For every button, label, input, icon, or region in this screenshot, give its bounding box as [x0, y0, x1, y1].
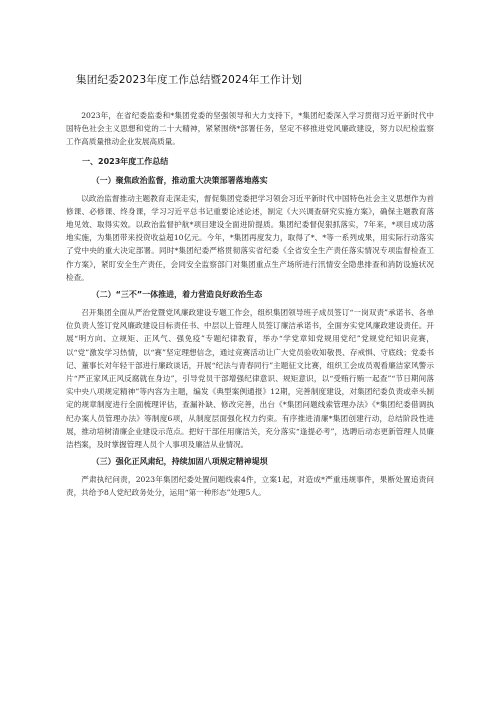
section-three-nots: [66, 288, 434, 451]
section-political-supervision: [66, 174, 434, 284]
intro-paragraph: 2023年，在省纪委监委和*集团党委的坚强领导和大力支持下，*集团纪委深入学习贯彻习近平新时代中国特色社会主义思想和党的二十大精神，紧紧围绕*部署任务，坚定不移推进党风廉政建设，努力以纪检监察工作高质量推动企业发展高质量。: [66, 111, 434, 147]
section-discipline: [66, 455, 434, 499]
section-heading: （一）聚焦政治监督，推动重大决策部署落地落实: [91, 175, 268, 185]
part1-heading: 一、2023年度工作总结: [82, 156, 169, 166]
section-heading: （二）“三不”一体推进，着力营造良好政治生态: [91, 290, 263, 300]
document-title: 集团纪委2023年度工作总结暨2024年工作计划: [76, 74, 303, 86]
section-body: 严肃执纪问责，2023年集团纪委处置问题线索4件，立案1起，对造成*严重违规事件，果断处置追责问责，共给予8人党纪政务处分，运用“第一种形态”处理5人。: [66, 475, 434, 498]
section-heading: （三）强化正风肃纪，持续加固八项规定精神堤坝: [91, 457, 268, 467]
section-body: 召开集团全面从严治党暨党风廉政建设专题工作会，组织集团领导班子成员签订“一岗双责”承诺书、各单位负责人签订党风廉政建设目标责任书、中层以上管理人员签订廉洁承诺书，全面夯实党风廉政建设责任。开展“明方向、立规矩、正风气、强免疫”专题纪律教育，举办“学党章知党规用党纪”党规党纪知识竞赛，以“党”激发学习热情，以“赛”坚定理想信念，通过竞赛活动让广大党员验收知敬畏、存戒惧、守底线；党委书记、董事长对年轻干部进行廉政谈话，开展“纪法与青春同行”主题征文比赛，组织工会成员观看廉洁家风警示片“严正家风正风反腐就在身边”，引导党员干部增强纪律意识、规矩意识，以“受贿行贿一起查”“节日期间落实中央八项规定精神”等内容为主题，编发《典型案例通报》12期，完善制度建设，对集团纪委负责或牵头制定的规章制度进行全面梳理评估，查漏补缺、修改完善，出台《*集团问题线索管理办法》《*集团纪委借调执纪办案人员管理办法》等制度6项，从制度层面强化权力约束。有序推进清廉*集团创建行动，总结阶段性进展，推动培树清廉企业建设示范点。把好干部任用廉洁关，充分落实“逢提必考”，选聘后动态更新管理人员廉洁档案，及时掌握管理人员个人事项及廉洁从业情况。: [66, 308, 434, 450]
section-body: 以政治监督推动主题教育走深走实，督促集团党委把学习领会习近平新时代中国特色社会主义思想作为首修课、必修课、终身课，学习习近平总书记重要论述论述，制定《大兴调查研究实施方案》，确保主题教育落地见效、取得实效。以政治监督护航*项目建设全面进阶提质。集团纪委督促狠抓落实，7年来，*项目成功落地实施，为集团带来投资收益超10亿元。今年，*集团再度发力，取得了*、*等一系列成果，用实际行动落实了党中央的重大决定部署。同时*集团纪委严格贯彻落实省纪委《全省安全生产责任落实情况专项监督检查工作方案》，紧盯安全生产责任，会同安全监察部门对集团重点生产场所进行汛情安全隐患排查和消防设施状况检查。: [66, 193, 434, 282]
